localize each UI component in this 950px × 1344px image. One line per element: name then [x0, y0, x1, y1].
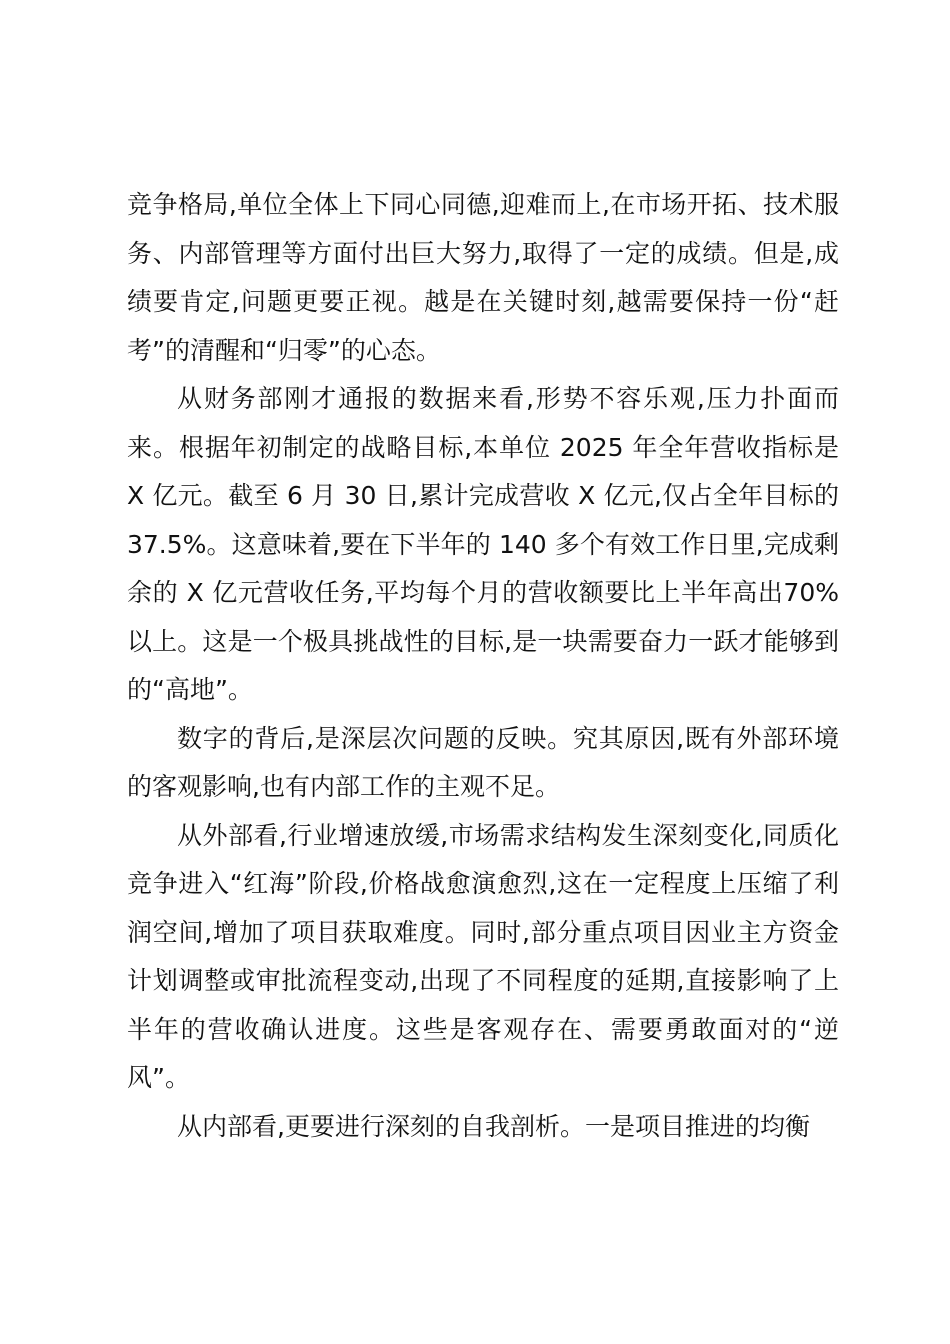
paragraph-continuation: 竞争格局,单位全体上下同心同德,迎难而上,在市场开拓、技术服务、内部管理等方面付出巨大努力,取得了一定的成绩。但是,成绩要肯定,问题更要正视。越是在关键时刻,越需要保持一份“赶考”的清醒和“归零”的心态。	[127, 190, 839, 365]
paragraph-financial-data: 从财务部刚才通报的数据来看,形势不容乐观,压力扑面而来。根据年初制定的战略目标,本单位 2025 年全年营收指标是 X 亿元。截至 6 月 30 日,累计完成营收 X 亿元,仅占全年目标的37.5%。这意味着,要在下半年的 140 多个有效工作日里,完成剩余的 X 亿元营收任务,平均每个月的营收额要比上半年高出70%以上。这是一个极具挑战性的目标,是一块需要奋力一跃才能够到的“高地”。	[127, 384, 839, 704]
document-body	[127, 181, 839, 1151]
paragraph-internal-factors: 从内部看,更要进行深刻的自我剖析。一是项目推进的均衡	[177, 1111, 810, 1141]
paragraph-external-factors: 从外部看,行业增速放缓,市场需求结构发生深刻变化,同质化竞争进入“红海”阶段,价格战愈演愈烈,这在一定程度上压缩了利润空间,增加了项目获取难度。同时,部分重点项目因业主方资金计划调整或审批流程变动,出现了不同程度的延期,直接影响了上半年的营收确认进度。这些是客观存在、需要勇敢面对的“逆风”。	[127, 820, 839, 1092]
paragraph-root-causes: 数字的背后,是深层次问题的反映。究其原因,既有外部环境的客观影响,也有内部工作的主观不足。	[127, 723, 839, 801]
